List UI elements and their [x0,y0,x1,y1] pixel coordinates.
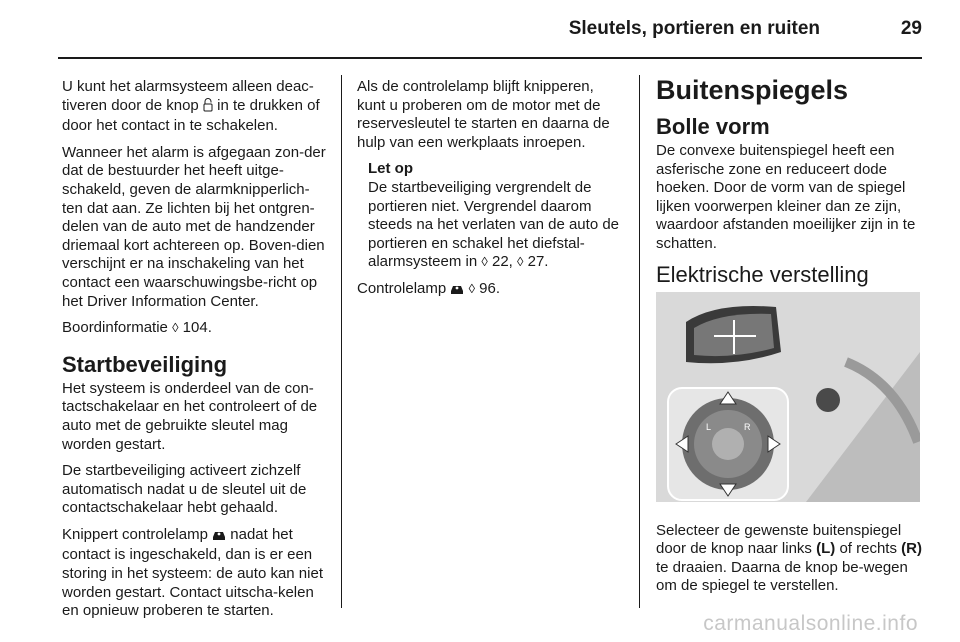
label-r: R [744,421,751,432]
paragraph-deactivate [62,78,326,136]
car-key-icon [212,528,226,547]
column-1 [62,78,326,629]
paragraph-controlelamp [357,280,623,301]
paragraph-keep-blinking: Als de controlelamp blijft knipperen, kunt u proberen om de motor met de reservesleutel te starten en daarna de hulp van een werkplaats inroepen. [357,78,610,151]
header-title: Sleutels, portieren en ruiten [568,18,820,39]
text: Boordinformatie [62,319,168,337]
heading-buitenspiegels: Buitenspiegels [656,75,849,105]
header-rule [58,57,922,59]
text: U kunt het alarmsysteem alleen deac-tiveren door de knop [62,78,314,114]
column-divider [639,75,640,608]
reference-glyph: ◊ [172,320,179,336]
note-text [368,179,623,272]
paragraph-convex: De convexe buitenspiegel heeft een asferische zone en reduceert dode hoeken. Door de vorm van de spiegel lijken voorwerpen kleiner dan ze zijn, waardoor afstanden moeilijker zijn in te schatten. [656,142,916,252]
text: in te drukken of door het contact in te schakelen. [62,96,320,135]
text: Knippert controlelamp [62,525,208,543]
reference-glyph: ◊ [481,254,488,270]
watermark: carmanualsonline.info [703,612,918,635]
paragraph-boordinfo [62,319,326,338]
text: te draaien. Daarna de knop be-wegen om de spiegel te verstellen. [656,558,908,595]
page-number: 29 [900,18,922,39]
paragraph-alarm: Wanneer het alarm is afgegaan zon-der dat de bestuurder het heeft uitge-schakeld, geven de alarmknipperlich-ten dat aan. Ze lichten bij het ontgren-delen van de auto met de handzender driemaal kort achtereen op. Boven-dien verschijnt er na inschakeling van het contact een waarschuwingsbe-richt op het Driver Information Center. [62,143,326,310]
heading-bolle-vorm: Bolle vorm [656,114,770,139]
text: De startbeveiliging vergrendelt de portieren niet. Vergrendel daarom steeds na het verlaten van de auto de portieren en schakel het diefstal-alarmsysteem in [368,178,620,271]
reference-glyph: ◊ [517,254,524,270]
text: Controlelamp [357,279,447,297]
paragraph-blink [62,526,326,621]
paragraph-system: Het systeem is onderdeel van de con-tactschakelaar en het controleert of de auto met de gebruikte sleutel mag worden gestart. [62,379,318,453]
label-left: (L) [816,540,836,558]
page-reference-link[interactable]: 104. [182,319,212,337]
paragraph-activate: De startbeveiliging activeert zichzelf automatisch nadat u de sleutel uit de contactschakelaar hebt gehaald. [62,462,307,517]
heading-elektrische-verstelling: Elektrische verstelling [656,261,869,287]
page-reference-link[interactable]: 96. [479,279,501,297]
column-divider [341,75,342,608]
label-right: (R) [901,540,922,558]
reference-glyph: ◊ [468,280,475,296]
note-box [357,160,623,272]
padlock-icon [203,97,213,118]
text: Selecteer de gewenste buitenspiegel door de knop naar links [656,521,902,558]
paragraph-select-mirror [656,522,922,596]
column-3 [656,75,922,604]
label-l: L [706,421,712,432]
text: of rechts [839,540,897,558]
heading-startbeveiliging: Startbeveiliging [62,351,228,377]
column-2 [357,78,623,309]
car-key-icon [450,282,464,301]
note-label: Let op [368,160,413,178]
mirror-control-illustration [656,292,920,502]
page-reference-link[interactable]: 27. [527,253,549,271]
page-reference-link[interactable]: 22, [491,253,513,271]
text: nadat het contact is ingeschakeld, dan is er een storing in het systeem: de auto kan niet worden gestart. Contact uitscha-kelen en opnieuw proberen te starten. [62,525,323,620]
